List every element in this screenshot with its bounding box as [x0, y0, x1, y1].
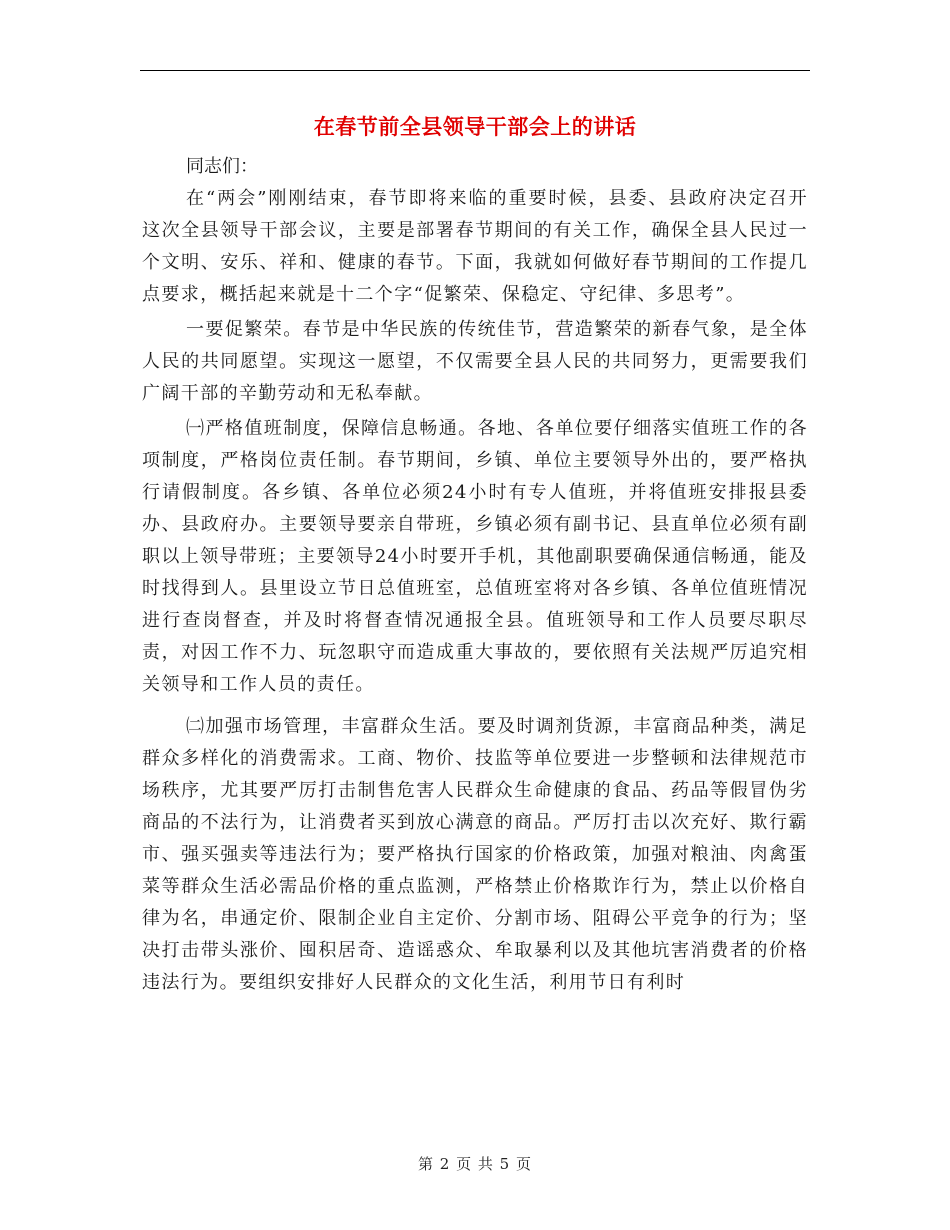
page-number: 第 2 页 共 5 页 — [418, 1155, 532, 1173]
paragraph-intro: 在“两会”刚刚结束，春节即将来临的重要时候，县委、县政府决定召开这次全县领导干部会议，主要是部署春节期间的有关工作，确保全县人民过一个文明、安乐、祥和、健康的春节。下面，我就如何做好春节期间的工作提几点要求，概括起来就是十二个字“促繁荣、保稳定、守纪律、多思考”。 — [142, 188, 808, 305]
paragraph-promote-prosperity: 一要促繁荣。春节是中华民族的传统佳节，营造繁荣的新春气象，是全体人民的共同愿望。实现这一愿望，不仅需要全县人民的共同努力，更需要我们广阔干部的辛勤劳动和无私奉献。 — [142, 319, 808, 404]
document-title: 在春节前全县领导干部会上的讲话 — [313, 115, 637, 139]
salutation: 同志们： — [186, 156, 258, 177]
header-rule — [140, 70, 810, 71]
paragraph-market-management: ㈡加强市场管理，丰富群众生活。要及时调剂货源，丰富商品种类，满足群众多样化的消费需求。工商、物价、技监等单位要进一步整顿和法律规范市场秩序，尤其要严厉打击制售危害人民群众生命健康的食品、药品等假冒伪劣商品的不法行为，让消费者买到放心满意的商品。严厉打击以次充好、欺行霸市、强买强卖等违法行为；要严格执行国家的价格政策，加强对粮油、肉禽蛋菜等群众生活必需品价格的重点监测，严格禁止价格欺诈行为，禁止以价格自律为名，串通定价、限制企业自主定价、分割市场、阻碍公平竞争的行为；坚决打击带头涨价、囤积居奇、造谣惑众、牟取暴利以及其他坑害消费者的价格违法行为。要组织安排好人民群众的文化生活，利用节日有利时 — [142, 716, 808, 993]
paragraph-duty-system: ㈠严格值班制度，保障信息畅通。各地、各单位要仔细落实值班工作的各项制度，严格岗位责任制。春节期间，乡镇、单位主要领导外出的，要严格执行请假制度。各乡镇、各单位必须24小时有专人值班，并将值班安排报县委办、县政府办。主要领导要亲自带班，乡镇必须有副书记、县直单位必须有副职以上领导带班；主要领导24小时要开手机，其他副职要确保通信畅通，能及时找得到人。县里设立节日总值班室，总值班室将对各乡镇、各单位值班情况进行查岗督查，并及时将督查情况通报全县。值班领导和工作人员要尽职尽责，对因工作不力、玩忽职守而造成重大事故的，要依照有关法规严厉追究相关领导和工作人员的责任。 — [142, 418, 808, 695]
document-body — [142, 108, 808, 999]
